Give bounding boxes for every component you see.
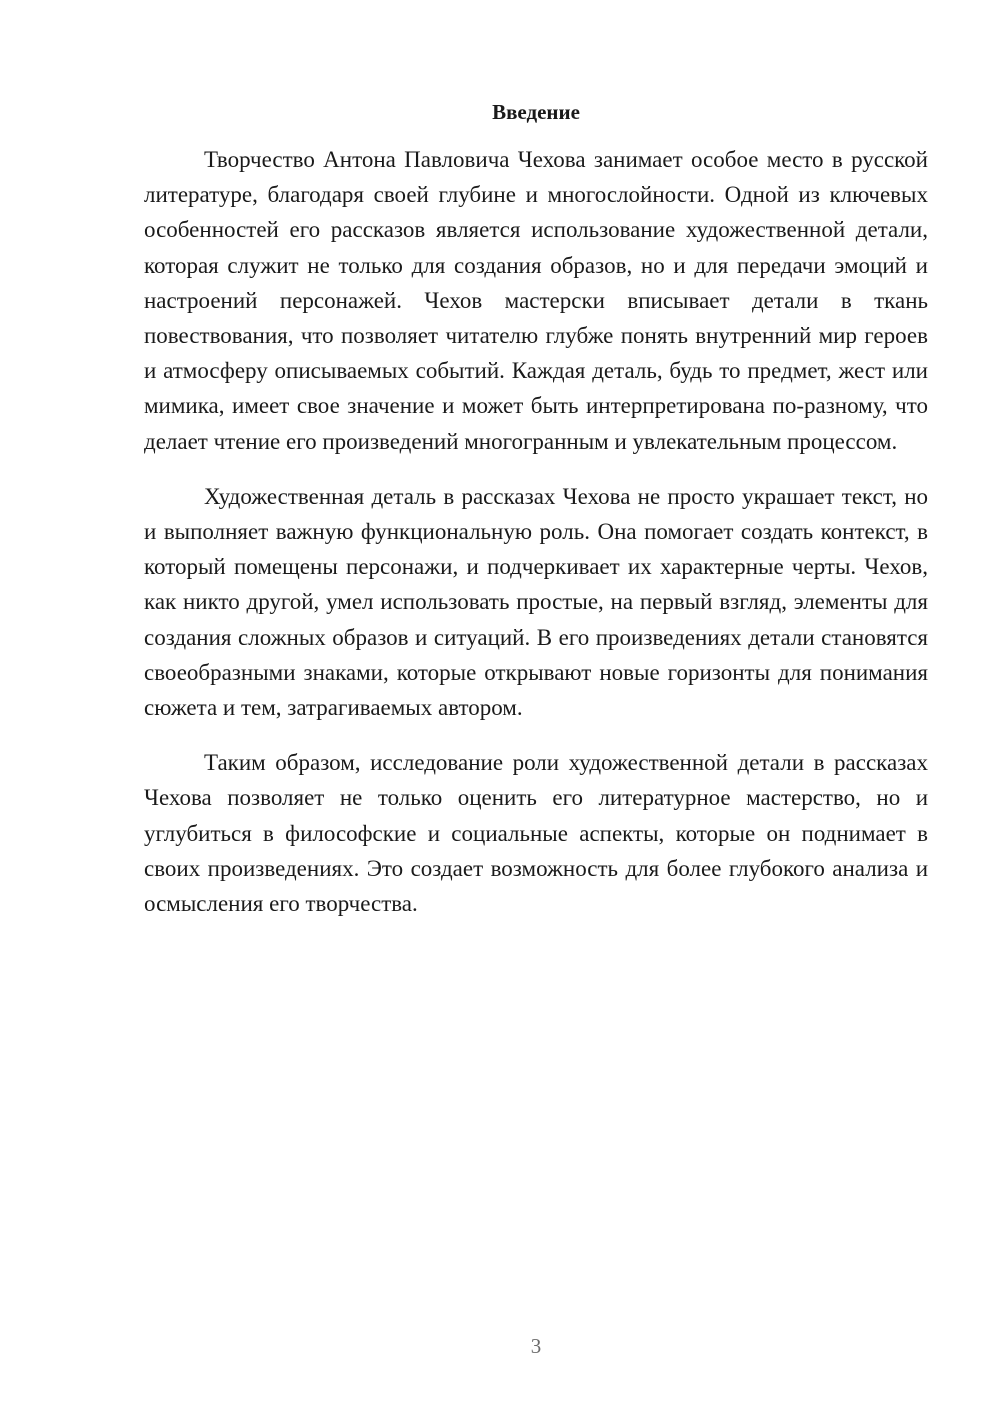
paragraph: Художественная деталь в рассказах Чехова не просто украшает текст, но и выполняет важную функциональную роль. Она помогает создать контекст, в который помещены персонажи, и подчеркивает их характерные черты. Чехов, как никто другой, умел использовать простые, на первый взгляд, элементы для создания сложных образов и ситуаций. В его произведениях детали становятся своеобразными знаками, которые открывают новые горизонты для понимания сюжета и тем, затрагиваемых автором.: [144, 483, 928, 721]
paragraph: Таким образом, исследование роли художественной детали в рассказах Чехова позволяет не только оценить его литературное мастерство, но и углубиться в философские и социальные аспекты, которые он поднимает в своих произведениях. Это создает возможность для более глубокого анализа и осмысления его творчества.: [144, 750, 928, 917]
body-text: [144, 142, 928, 941]
section-heading: Введение: [492, 100, 580, 124]
paragraph: Творчество Антона Павловича Чехова занимает особое место в русской литературе, благодаря своей глубине и многослойности. Одной из ключевых особенностей его рассказов является использование художественной детали, которая служит не только для создания образов, но и для передачи эмоций и настроений персонажей. Чехов мастерски вписывает детали в ткань повествования, что позволяет читателю глубже понять внутренний мир героев и атмосферу описываемых событий. Каждая деталь, будь то предмет, жест или мимика, имеет свое значение и может быть интерпретирована по-разному, что делает чтение его произведений многогранным и увлекательным процессом.: [144, 147, 928, 454]
page-number: 3: [530, 1334, 542, 1358]
